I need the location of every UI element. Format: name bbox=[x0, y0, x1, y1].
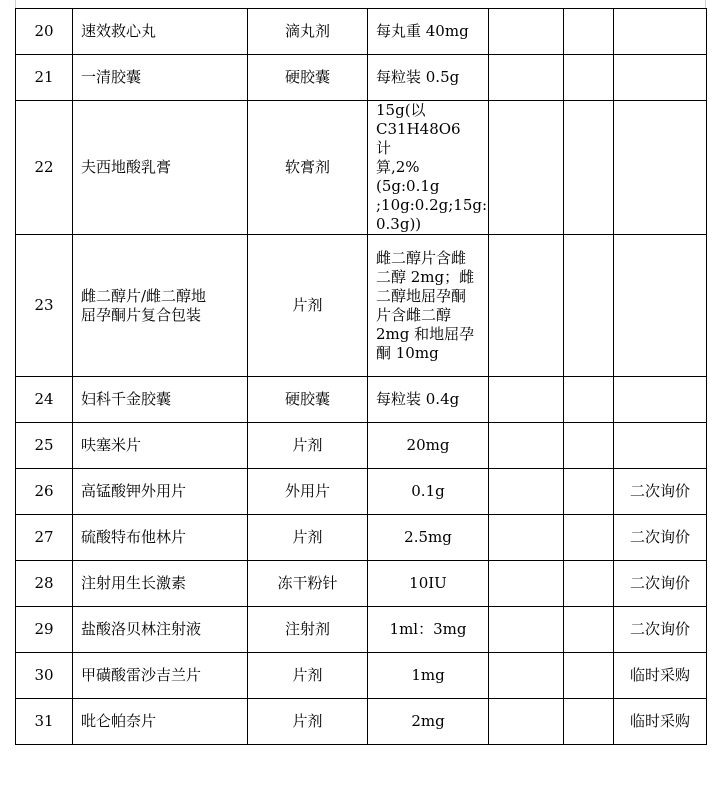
dosage-form: 硬胶囊 bbox=[248, 377, 368, 423]
remark: 临时采购 bbox=[614, 653, 707, 699]
empty-cell bbox=[489, 423, 564, 469]
table-row bbox=[16, 235, 707, 377]
drug-name: 夫西地酸乳膏 bbox=[73, 101, 248, 235]
empty-cell bbox=[564, 469, 614, 515]
empty-cell bbox=[489, 377, 564, 423]
table-row bbox=[16, 469, 707, 515]
specification: 每粒装 0.4g bbox=[368, 377, 489, 423]
dosage-form: 冻干粉针 bbox=[248, 561, 368, 607]
remark: 二次询价 bbox=[614, 515, 707, 561]
remark bbox=[614, 235, 707, 377]
empty-cell bbox=[489, 607, 564, 653]
empty-cell bbox=[564, 423, 614, 469]
table-row bbox=[16, 607, 707, 653]
page-edge-left bbox=[15, 0, 16, 8]
empty-cell bbox=[489, 9, 564, 55]
row-number: 21 bbox=[16, 55, 73, 101]
row-number: 31 bbox=[16, 699, 73, 745]
name-line: 屈孕酮片复合包装 bbox=[81, 305, 202, 324]
remark bbox=[614, 9, 707, 55]
spec-line: 0.3g)) bbox=[376, 215, 422, 233]
specification: 每粒装 0.5g bbox=[368, 55, 489, 101]
remark: 二次询价 bbox=[614, 561, 707, 607]
empty-cell bbox=[564, 515, 614, 561]
spec-line: 二醇 2mg；雌 bbox=[376, 267, 475, 286]
specification: 1ml：3mg bbox=[368, 607, 489, 653]
specification: 10IU bbox=[368, 561, 489, 607]
specification: 每丸重 40mg bbox=[368, 9, 489, 55]
drug-name bbox=[73, 235, 248, 377]
dosage-form: 片剂 bbox=[248, 423, 368, 469]
empty-cell bbox=[564, 55, 614, 101]
specification: 1mg bbox=[368, 653, 489, 699]
table-row bbox=[16, 515, 707, 561]
table-row bbox=[16, 9, 707, 55]
empty-cell bbox=[564, 699, 614, 745]
drug-name: 高锰酸钾外用片 bbox=[73, 469, 248, 515]
drug-name: 注射用生长激素 bbox=[73, 561, 248, 607]
remark: 二次询价 bbox=[614, 469, 707, 515]
spec-line: 酮 10mg bbox=[376, 343, 439, 362]
empty-cell bbox=[489, 469, 564, 515]
row-number: 30 bbox=[16, 653, 73, 699]
page-edge-right bbox=[705, 0, 706, 8]
specification: 0.1g bbox=[368, 469, 489, 515]
table-row bbox=[16, 101, 707, 235]
spec-line: 片含雌二醇 bbox=[376, 305, 452, 324]
spec-line: ;10g:0.2g;15g: bbox=[376, 196, 488, 214]
drug-name: 呋塞米片 bbox=[73, 423, 248, 469]
row-number: 22 bbox=[16, 101, 73, 235]
dosage-form: 片剂 bbox=[248, 699, 368, 745]
spec-line: 算,2%(5g:0.1g bbox=[376, 158, 440, 195]
row-number: 29 bbox=[16, 607, 73, 653]
remark: 临时采购 bbox=[614, 699, 707, 745]
specification bbox=[368, 235, 489, 377]
row-number: 23 bbox=[16, 235, 73, 377]
specification bbox=[368, 101, 489, 235]
table-row bbox=[16, 423, 707, 469]
dosage-form: 硬胶囊 bbox=[248, 55, 368, 101]
empty-cell bbox=[564, 653, 614, 699]
table-row bbox=[16, 699, 707, 745]
dosage-form: 外用片 bbox=[248, 469, 368, 515]
specification: 20mg bbox=[368, 423, 489, 469]
remark: 二次询价 bbox=[614, 607, 707, 653]
drug-name: 硫酸特布他林片 bbox=[73, 515, 248, 561]
dosage-form: 软膏剂 bbox=[248, 101, 368, 235]
row-number: 28 bbox=[16, 561, 73, 607]
drug-name: 一清胶囊 bbox=[73, 55, 248, 101]
empty-cell bbox=[489, 101, 564, 235]
empty-cell bbox=[564, 377, 614, 423]
empty-cell bbox=[564, 101, 614, 235]
spec-line: 雌二醇片含雌 bbox=[376, 248, 467, 267]
drug-name: 甲磺酸雷沙吉兰片 bbox=[73, 653, 248, 699]
empty-cell bbox=[564, 607, 614, 653]
empty-cell bbox=[489, 235, 564, 377]
remark bbox=[614, 55, 707, 101]
empty-cell bbox=[489, 699, 564, 745]
remark bbox=[614, 423, 707, 469]
empty-cell bbox=[489, 55, 564, 101]
drug-table bbox=[15, 8, 707, 745]
remark bbox=[614, 101, 707, 235]
specification: 2mg bbox=[368, 699, 489, 745]
empty-cell bbox=[489, 515, 564, 561]
row-number: 27 bbox=[16, 515, 73, 561]
empty-cell bbox=[564, 9, 614, 55]
remark bbox=[614, 377, 707, 423]
row-number: 26 bbox=[16, 469, 73, 515]
name-line: 雌二醇片/雌二醇地 bbox=[81, 286, 207, 305]
empty-cell bbox=[489, 561, 564, 607]
empty-cell bbox=[564, 561, 614, 607]
spec-line: 2mg 和地屈孕 bbox=[376, 324, 475, 343]
table-row bbox=[16, 55, 707, 101]
specification: 2.5mg bbox=[368, 515, 489, 561]
drug-name: 妇科千金胶囊 bbox=[73, 377, 248, 423]
empty-cell bbox=[489, 653, 564, 699]
drug-name: 盐酸洛贝林注射液 bbox=[73, 607, 248, 653]
table-row bbox=[16, 561, 707, 607]
empty-cell bbox=[564, 235, 614, 377]
table-row bbox=[16, 653, 707, 699]
spec-line: 二醇地屈孕酮 bbox=[376, 286, 467, 305]
dosage-form: 片剂 bbox=[248, 235, 368, 377]
row-number: 24 bbox=[16, 377, 73, 423]
dosage-form: 片剂 bbox=[248, 653, 368, 699]
drug-name: 吡仑帕奈片 bbox=[73, 699, 248, 745]
row-number: 20 bbox=[16, 9, 73, 55]
row-number: 25 bbox=[16, 423, 73, 469]
drug-name: 速效救心丸 bbox=[73, 9, 248, 55]
table-row bbox=[16, 377, 707, 423]
dosage-form: 注射剂 bbox=[248, 607, 368, 653]
dosage-form: 滴丸剂 bbox=[248, 9, 368, 55]
spec-line: C31H48O6 计 bbox=[376, 120, 461, 157]
spec-line: 15g(以 bbox=[376, 101, 426, 119]
dosage-form: 片剂 bbox=[248, 515, 368, 561]
